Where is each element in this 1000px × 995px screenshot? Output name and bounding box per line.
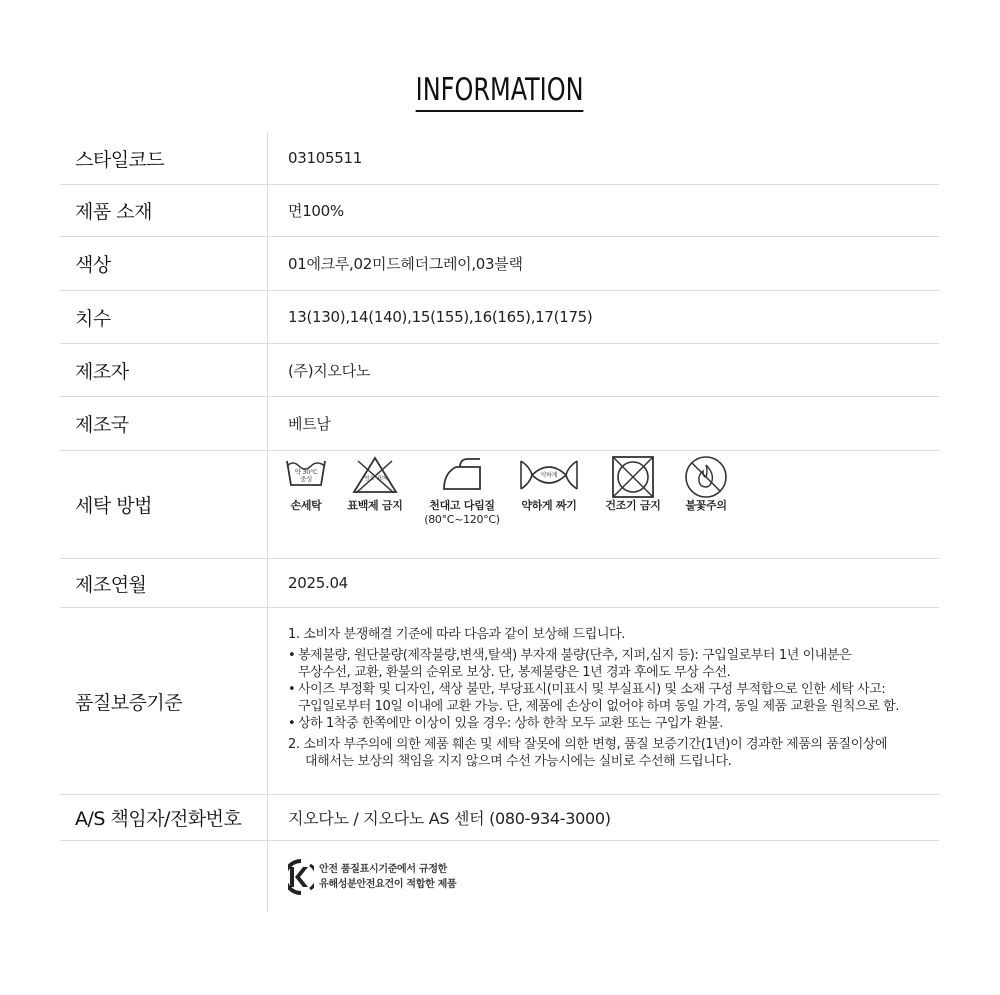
quality-label: 품질보증기준 — [60, 608, 268, 794]
manufacturer-label: 제조자 — [60, 344, 268, 396]
color-value: 01에크루,02미드헤더그레이,03블랙 — [288, 255, 523, 273]
row-size — [60, 291, 939, 344]
iron-label: 천대고 다림질 — [429, 499, 495, 512]
as-value: 지오다노 / 지오다노 AS 센터 (080-934-3000) — [288, 809, 611, 828]
quality-bullet-3: • 상하 1착중 한쪽에만 이상이 있을 경우: 상하 한착 모두 교환 또는 구입가 환불. — [288, 715, 939, 732]
quality-bullet-1a: • 봉제불량, 원단불량(제작불량,변색,탈색) 부자재 불량(단추, 지퍼,심지 등): 구입일로부터 1년 이내분은 — [288, 647, 939, 664]
wash-item-hand — [282, 455, 330, 513]
hand-wash-inner-text: 약 30°C — [294, 468, 318, 476]
manufacturer-value: (주)지오다노 — [288, 361, 371, 380]
row-material — [60, 185, 939, 237]
kc-text — [319, 862, 456, 892]
bleach-inner-text: 염소 — [363, 476, 375, 482]
as-label: A/S 책임자/전화번호 — [60, 795, 268, 840]
date-value: 2025.04 — [288, 574, 348, 592]
material-label: 제품 소재 — [60, 185, 268, 236]
hand-wash-inner-text-2: 중성 — [300, 475, 312, 483]
quality-line-2b: 대해서는 보상의 책임을 지지 않으며 수선 가능시에는 실비로 수선해 드립니다. — [305, 754, 732, 769]
row-country — [60, 397, 939, 451]
hand-wash-30-icon — [284, 455, 328, 495]
quality-line-1: 1. 소비자 분쟁해결 기준에 따라 다음과 같이 보상해 드립니다. — [288, 627, 625, 642]
row-washing — [60, 451, 939, 559]
kc-mark — [268, 841, 939, 912]
wring-label: 약하게 짜기 — [521, 499, 577, 512]
wring-gently-icon — [518, 455, 580, 495]
washing-icons — [268, 451, 939, 558]
kc-line-2: 유해성분안전요건이 적합한 제품 — [319, 878, 457, 890]
country-value: 베트남 — [288, 415, 331, 433]
bleach-inner-text-2: 표백 — [376, 476, 388, 482]
style-code-label: 스타일코드 — [60, 132, 268, 184]
no-bleach-label: 표백제 금지 — [347, 499, 403, 512]
quality-text — [268, 608, 939, 794]
material-value: 면100% — [288, 202, 344, 220]
no-bleach-icon — [350, 455, 400, 495]
date-label: 제조연월 — [60, 559, 268, 607]
page-title: INFORMATION — [416, 72, 584, 112]
wash-item-wring — [514, 455, 584, 513]
wash-item-fire — [676, 455, 736, 513]
quality-bullet-1b: 무상수선, 교환, 환불의 순위로 보상. 단, 봉제불량은 1년 경과 후에도 무상 수선. — [298, 665, 731, 680]
row-as — [60, 795, 939, 841]
washing-label: 세탁 방법 — [60, 451, 268, 558]
hand-wash-label: 손세탁 — [290, 499, 322, 512]
no-tumble-dry-icon — [611, 455, 655, 499]
style-code-value: 03105511 — [288, 149, 362, 167]
no-dryer-label: 건조기 금지 — [605, 499, 661, 512]
quality-bullet-2b: 구입일로부터 10일 이내에 교환 가능. 단, 제품에 손상이 없어야 하며 동일 가격, 동일 제품 교환을 원칙으로 함. — [298, 699, 900, 714]
color-label: 색상 — [60, 237, 268, 290]
kc-line-1: 안전 품질표시기준에서 규정한 — [319, 863, 448, 875]
fire-label: 불꽃주의 — [685, 499, 727, 512]
quality-bullet-2a: • 사이즈 부정확 및 디자인, 색상 불만, 부당표시(미표시 및 부실표시) 및 소재 구성 부적합으로 인한 세탁 사고: — [288, 681, 939, 698]
size-value: 13(130),14(140),15(155),16(165),17(175) — [288, 308, 593, 326]
wring-inner-text: 약하게 — [540, 472, 558, 479]
kc-logo-icon — [288, 859, 314, 895]
row-color — [60, 237, 939, 291]
row-manufacturer — [60, 344, 939, 397]
iron-icon — [440, 455, 484, 495]
iron-sub: (80°C~120°C) — [424, 513, 500, 526]
wash-item-bleach — [340, 455, 410, 513]
row-date — [60, 559, 939, 608]
country-label: 제조국 — [60, 397, 268, 450]
title-wrap — [0, 72, 1000, 112]
row-style-code — [60, 132, 939, 185]
kc-empty-cell — [60, 841, 268, 912]
row-quality — [60, 608, 939, 795]
wash-item-iron — [422, 455, 502, 526]
row-kc — [60, 841, 939, 912]
fire-caution-icon — [684, 455, 728, 499]
info-table — [60, 132, 939, 912]
size-label: 치수 — [60, 291, 268, 343]
quality-line-2a: 2. 소비자 부주의에 의한 제품 훼손 및 세탁 잘못에 의한 변형, 품질 보증기간(1년)이 경과한 제품의 품질이상에 — [288, 737, 888, 752]
wash-item-dryer — [598, 455, 668, 513]
